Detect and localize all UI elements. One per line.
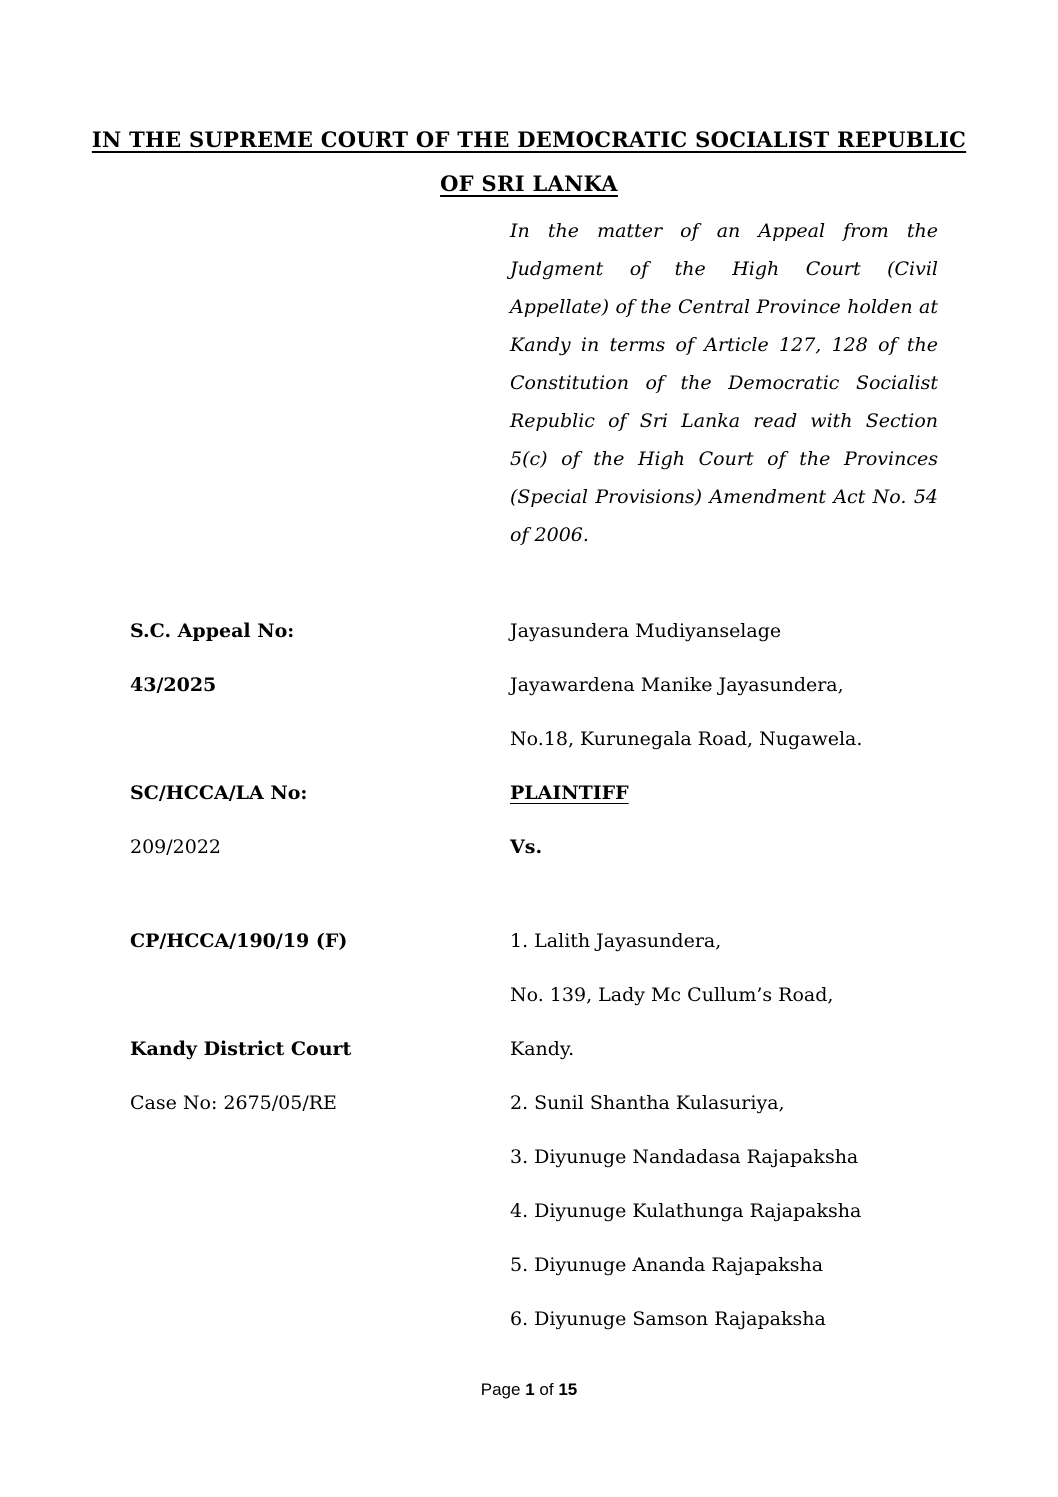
of-label: of bbox=[539, 1380, 554, 1399]
matter-paragraph: In the matter of an Appeal from the Judgment of the High Court (Civil Appellate) of the Central Province holden at Kandy in terms of Article 127, 128 of the Constitution of the Democratic Socialist Republic of Sri Lanka read with Section 5(c) of the High Court of the Provinces (Special Provisions) Amendment Act No. 54 of 2006. bbox=[510, 220, 938, 546]
sc-hcca-la-label: SC/HCCA/LA No: bbox=[130, 782, 308, 804]
court-title-line2-text: OF SRI LANKA bbox=[440, 171, 618, 196]
district-case-number: Case No: 2675/05/RE bbox=[130, 1092, 337, 1114]
empty-cell bbox=[130, 1238, 510, 1292]
defendant-line-5: 3. Diyunuge Nandadasa Rajapaksha bbox=[510, 1146, 859, 1168]
empty-cell bbox=[130, 1184, 510, 1238]
defendant-line-8: 6. Diyunuge Samson Rajapaksha bbox=[510, 1308, 826, 1330]
section-spacer bbox=[130, 874, 940, 914]
page-number: 1 bbox=[525, 1380, 535, 1399]
sc-appeal-number: 43/2025 bbox=[130, 674, 217, 696]
court-title-line1-text: IN THE SUPREME COURT OF THE DEMOCRATIC SOCIALIST REPUBLIC bbox=[91, 127, 967, 152]
empty-cell bbox=[130, 712, 510, 766]
defendant-line-4: 2. Sunil Shantha Kulasuriya, bbox=[510, 1092, 785, 1114]
empty-cell bbox=[130, 1292, 510, 1346]
court-title-line1 bbox=[60, 118, 998, 162]
court-title bbox=[60, 118, 998, 206]
versus-label: Vs. bbox=[510, 836, 543, 858]
empty-cell bbox=[130, 1130, 510, 1184]
defendant-line-2: No. 139, Lady Mc Cullum’s Road, bbox=[510, 984, 834, 1006]
sc-hcca-la-number: 209/2022 bbox=[130, 836, 222, 858]
total-pages: 15 bbox=[558, 1380, 578, 1399]
plaintiff-role-label: PLAINTIFF bbox=[510, 782, 629, 804]
sc-appeal-label: S.C. Appeal No: bbox=[130, 620, 295, 642]
page-footer bbox=[0, 1378, 1058, 1402]
cp-hcca-number: CP/HCCA/190/19 (F) bbox=[130, 930, 348, 952]
district-court-label: Kandy District Court bbox=[130, 1038, 352, 1060]
case-reference-section bbox=[130, 604, 940, 1346]
empty-cell bbox=[130, 968, 510, 1022]
plaintiff-name-line2: Jayawardena Manike Jayasundera, bbox=[510, 674, 844, 696]
court-title-line2 bbox=[60, 162, 998, 206]
plaintiff-name-line1: Jayasundera Mudiyanselage bbox=[510, 620, 782, 642]
page-label: Page bbox=[480, 1380, 521, 1399]
defendant-line-6: 4. Diyunuge Kulathunga Rajapaksha bbox=[510, 1200, 862, 1222]
defendant-line-7: 5. Diyunuge Ananda Rajapaksha bbox=[510, 1254, 824, 1276]
defendant-line-3: Kandy. bbox=[510, 1038, 575, 1060]
plaintiff-address: No.18, Kurunegala Road, Nugawela. bbox=[510, 728, 863, 750]
defendant-line-1: 1. Lalith Jayasundera, bbox=[510, 930, 722, 952]
